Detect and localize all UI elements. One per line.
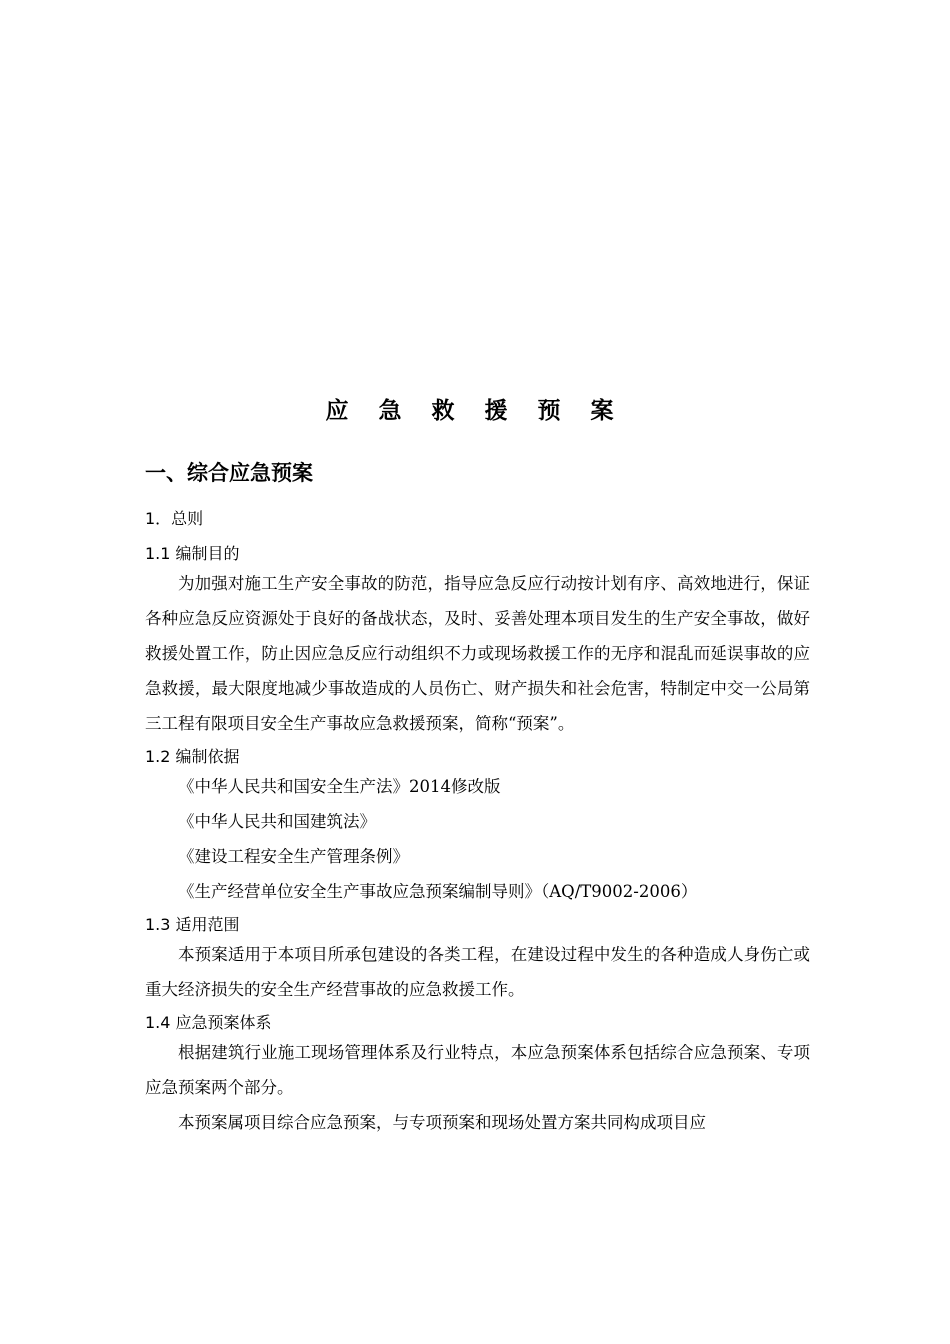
basis-item: 《中华人民共和国安全生产法》2014修改版: [178, 777, 501, 796]
basis-list: [145, 769, 810, 909]
system-heading: 1.4 应急预案体系: [145, 1013, 272, 1032]
general-heading: 1．总则: [145, 509, 204, 528]
document-body: [145, 454, 810, 1140]
basis-item: 《生产经营单位安全生产事故应急预案编制导则》（AQ/T9002-2006）: [178, 882, 698, 901]
section-heading: 一、综合应急预案: [145, 461, 313, 485]
basis-item: 《中华人民共和国建筑法》: [178, 812, 376, 831]
document-title: 应 急 救 援 预 案: [325, 398, 625, 424]
system-paragraph: 根据建筑行业施工现场管理体系及行业特点，本应急预案体系包括综合应急预案、专项应急预案两个部分。: [145, 1043, 810, 1097]
basis-heading: 1.2 编制依据: [145, 747, 240, 766]
purpose-heading: 1.1 编制目的: [145, 544, 240, 563]
scope-paragraph: 本预案适用于本项目所承包建设的各类工程，在建设过程中发生的各种造成人身伤亡或重大经济损失的安全生产经营事故的应急救援工作。: [145, 945, 810, 999]
scope-heading: 1.3 适用范围: [145, 915, 240, 934]
basis-item: 《建设工程安全生产管理条例》: [178, 847, 409, 866]
purpose-paragraph: 为加强对施工生产安全事故的防范，指导应急反应行动按计划有序、高效地进行，保证各种应急反应资源处于良好的备战状态，及时、妥善处理本项目发生的生产安全事故，做好救援处置工作，防止因应急反应行动组织不力或现场救援工作的无序和混乱而延误事故的应急救援，最大限度地减少事故造成的人员伤亡、财产损失和社会危害，特制定中交一公局第三工程有限项目安全生产事故应急救援预案，简称“预案”。: [145, 574, 810, 733]
system-paragraph-2: 本预案属项目综合应急预案，与专项预案和现场处置方案共同构成项目应: [178, 1113, 706, 1132]
